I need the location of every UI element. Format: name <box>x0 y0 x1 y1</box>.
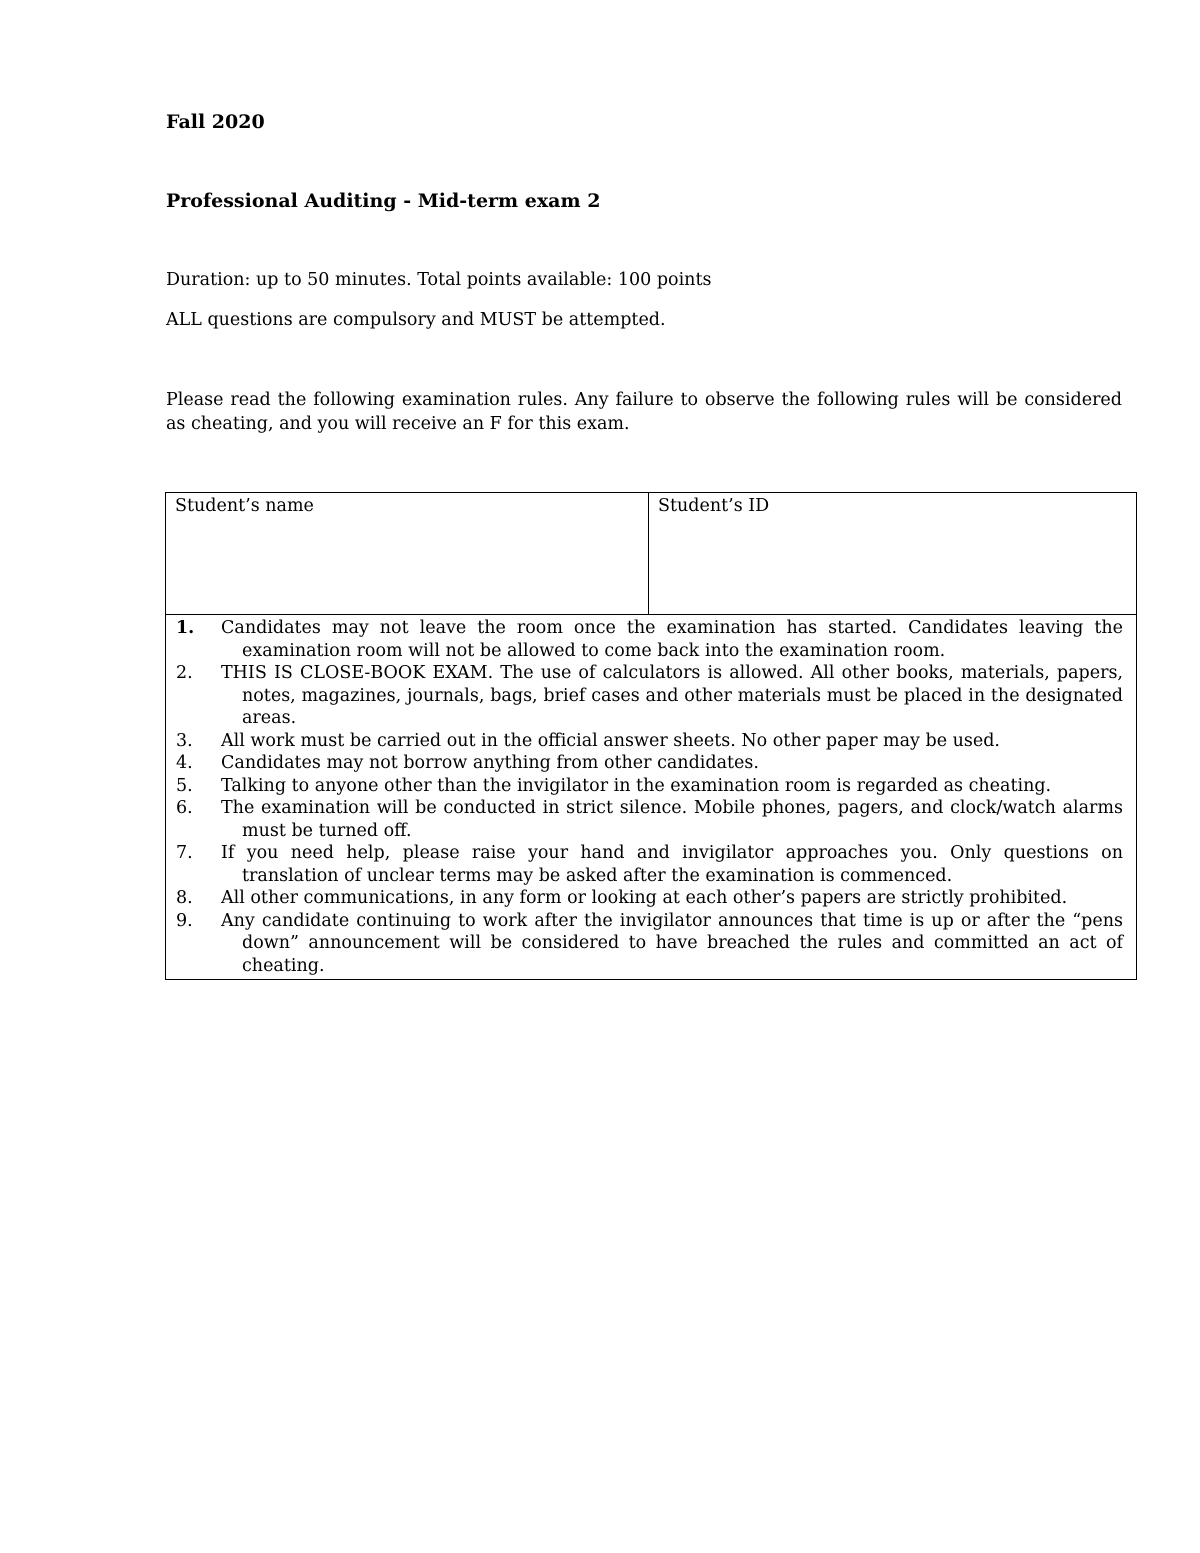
rule-number: 7. <box>176 843 193 863</box>
student-id-field[interactable] <box>649 493 1137 615</box>
compulsory-text: ALL questions are compulsory and MUST be attempted. <box>166 310 666 330</box>
rule-item-3 <box>176 730 1123 753</box>
rules-row <box>166 615 1137 980</box>
student-info-table <box>165 492 1137 980</box>
rule-item-7 <box>176 842 1123 887</box>
rule-text: All other communications, in any form or looking at each other’s papers are strictly prohibited. <box>221 888 1068 908</box>
rule-number: 4. <box>176 753 193 773</box>
rule-number: 8. <box>176 888 193 908</box>
student-name-label: Student’s name <box>175 496 314 516</box>
student-id-label: Student’s ID <box>658 496 770 516</box>
rules-warning-text: Please read the following examination rules. Any failure to observe the following rules will be considered as cheating, and you will receive an F for this exam. <box>166 390 1122 434</box>
rule-text: Talking to anyone other than the invigilator in the examination room is regarded as cheating. <box>221 775 1052 796</box>
student-name-field[interactable] <box>166 493 649 615</box>
rule-text: Any candidate continuing to work after the invigilator announces that time is up or after the “pens down” announcement will be considered to have breached the rules and committed an act of cheating. <box>221 910 1123 976</box>
duration-text: Duration: up to 50 minutes. Total points available: 100 points <box>166 270 712 290</box>
rule-text: The examination will be conducted in strict silence. Mobile phones, pagers, and clock/watch alarms must be turned off. <box>221 798 1123 841</box>
rule-item-8 <box>176 887 1123 910</box>
rule-number: 6. <box>176 798 193 818</box>
rule-item-2 <box>176 662 1123 730</box>
exam-title: Professional Auditing - Mid-term exam 2 <box>166 190 601 212</box>
rule-text: THIS IS CLOSE-BOOK EXAM. The use of calculators is allowed. All other books, materials, papers, notes, magazines, journals, bags, brief cases and other materials must be placed in the designated areas. <box>221 663 1123 728</box>
rule-number: 1. <box>176 618 195 638</box>
semester-heading: Fall 2020 <box>166 111 265 133</box>
rule-number: 5. <box>176 775 193 796</box>
rule-text: If you need help, please raise your hand and invigilator approaches you. Only questions on translation of unclear terms may be asked after the examination is commenced. <box>221 843 1123 886</box>
rule-text: Candidates may not leave the room once the examination has started. Candidates leaving the examination room will not be allowed to come back into the examination room. <box>221 618 1123 661</box>
rule-item-9 <box>176 910 1123 978</box>
rules-list <box>176 617 1123 977</box>
rule-item-1 <box>176 617 1123 662</box>
rule-item-6 <box>176 797 1123 842</box>
rule-number: 2. <box>176 663 193 683</box>
rule-text: Candidates may not borrow anything from other candidates. <box>221 753 759 773</box>
student-fields-row <box>166 493 1137 615</box>
rule-item-5 <box>176 775 1123 798</box>
rule-number: 3. <box>176 730 193 751</box>
rule-text: All work must be carried out in the official answer sheets. No other paper may be used. <box>221 730 1000 751</box>
rules-cell <box>166 615 1137 980</box>
rule-item-4 <box>176 752 1123 775</box>
rule-number: 9. <box>176 910 193 931</box>
